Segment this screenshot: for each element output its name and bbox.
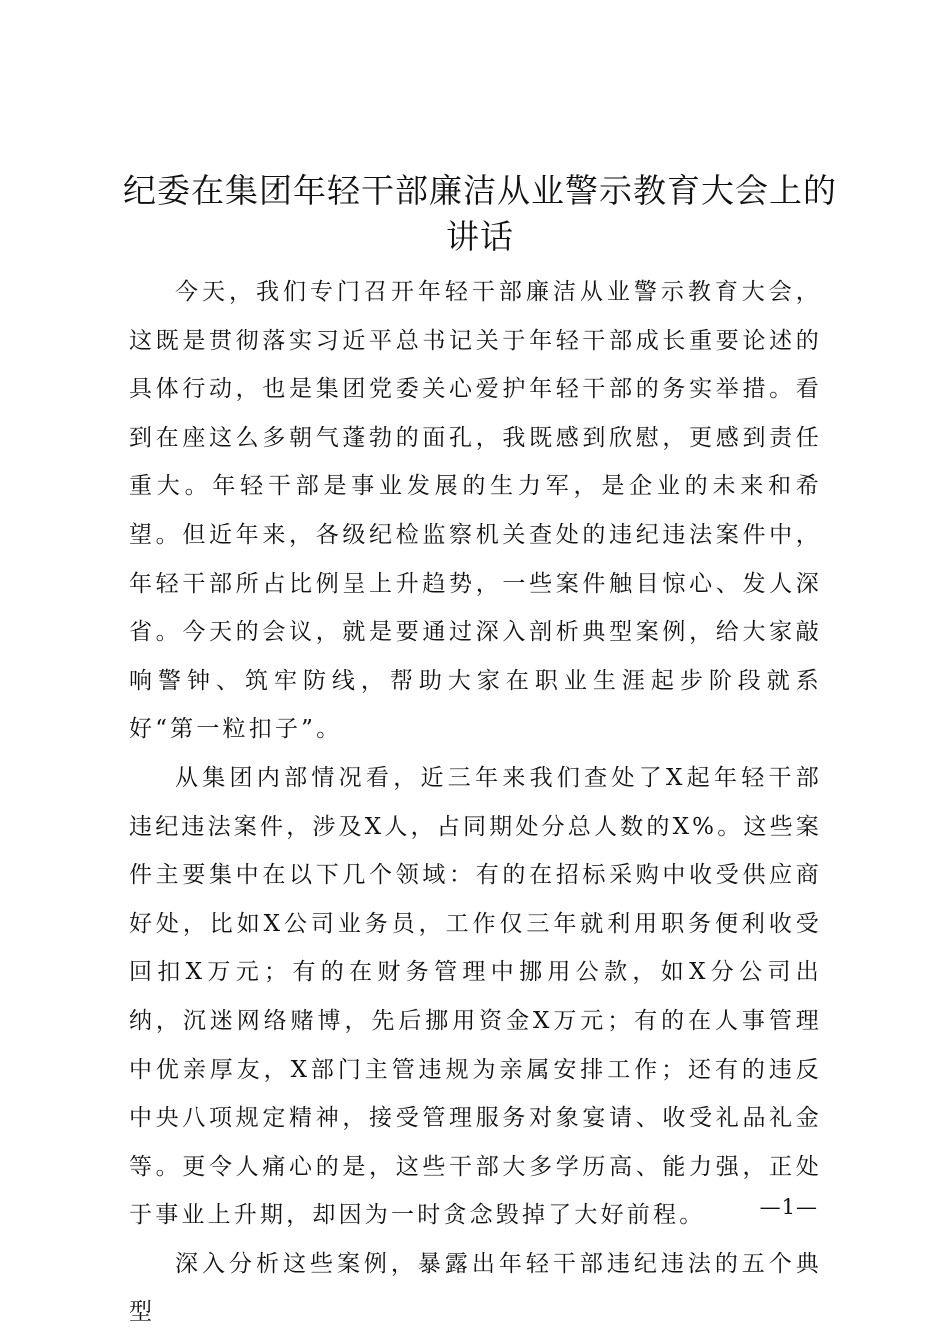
paragraph-1: 今天，我们专门召开年轻干部廉洁从业警示教育大会，这既是贯彻落实习近平总书记关于年轻干部成长重要论述的具体行动，也是集团党委关心爱护年轻干部的务实举措。看到在座这么多朝气蓬勃的面孔，我既感到欣慰，更感到责任重大。年轻干部是事业发展的生力军，是企业的未来和希望。但近年来，各级纪检监察机关查处的违纪违法案件中，年轻干部所占比例呈上升趋势，一些案件触目惊心、发人深省。今天的会议，就是要通过深入剖析典型案例，给大家敲响警钟、筑牢防线，帮助大家在职业生涯起步阶段就系好“第一粒扣子”。 <box>129 279 822 743</box>
document-title: 纪委在集团年轻干部廉洁从业警示教育大会上的讲话 <box>123 171 837 256</box>
paragraph-2: 从集团内部情况看，近三年来我们查处了X起年轻干部违纪违法案件，涉及X人，占同期处分总人数的X%。这些案件主要集中在以下几个领域：有的在招标采购中收受供应商好处，比如X公司业务员，工作仅三年就利用职务便利收受回扣X万元；有的在财务管理中挪用公款，如X分公司出纳，沉迷网络赌博，先后挪用资金X万元；有的在人事管理中优亲厚友，X部门主管违规为亲属安排工作；还有的违反中央八项规定精神，接受管理服务对象宴请、收受礼品礼金等。更令人痛心的是，这些干部大多学历高、能力强，正处于事业上升期，却因为一时贪念毁掉了大好前程。 <box>129 764 823 1229</box>
document-body <box>129 268 822 1337</box>
paragraph-3: 深入分析这些案例，暴露出年轻干部违纪违法的五个典型 <box>129 1250 822 1326</box>
page-number: —1— <box>759 1195 818 1219</box>
